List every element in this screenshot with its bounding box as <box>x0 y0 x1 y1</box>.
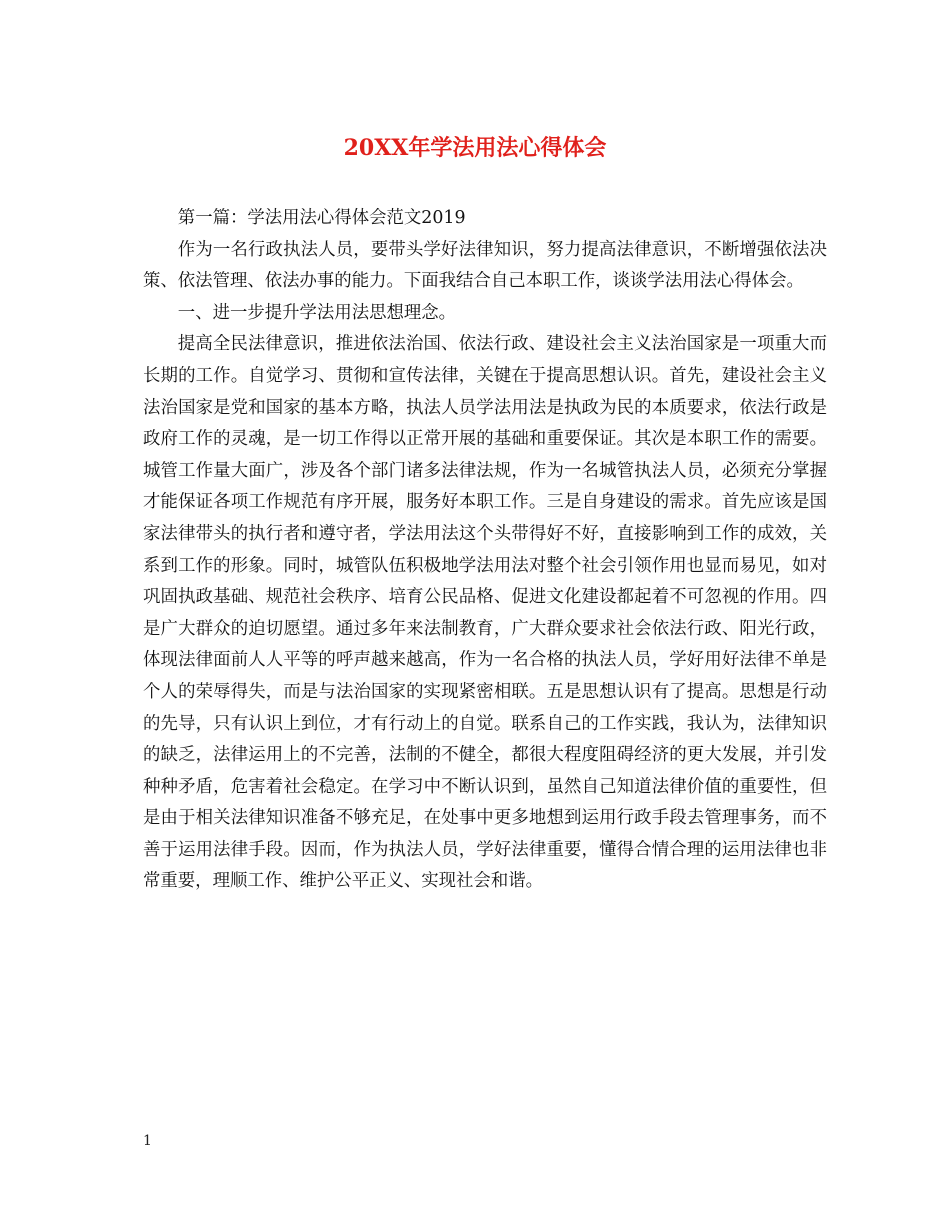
body-paragraph: 提高全民法律意识，推进依法治国、依法行政、建设社会主义法治国家是一项重大而长期的工作。自觉学习、贯彻和宣传法律，关键在于提高思想认识。首先，建设社会主义法治国家是党和国家的基本方略，执法人员学法用法是执政为民的本质要求，依法行政是政府工作的灵魂，是一切工作得以正常开展的基础和重要保证。其次是本职工作的需要。城管工作量大面广，涉及各个部门诸多法律法规，作为一名城管执法人员，必须充分掌握才能保证各项工作规范有序开展，服务好本职工作。三是自身建设的需求。首先应该是国家法律带头的执行者和遵守者，学法用法这个头带得好不好，直接影响到工作的成效，关系到工作的形象。同时，城管队伍积极地学法用法对整个社会引领作用也显而易见，如对巩固执政基础、规范社会秩序、培育公民品格、促进文化建设都起着不可忽视的作用。四是广大群众的迫切愿望。通过多年来法制教育，广大群众要求社会依法行政、阳光行政，体现法律面前人人平等的呼声越来越高，作为一名合格的执法人员，学好用好法律不单是个人的荣辱得失，而是与法治国家的实现紧密相联。五是思想认识有了提高。思想是行动的先导，只有认识上到位，才有行动上的自觉。联系自己的工作实践，我认为，法律知识的缺乏，法律运用上的不完善，法制的不健全，都很大程度阻碍经济的更大发展，并引发种种矛盾，危害着社会稳定。在学习中不断认识到，虽然自己知道法律价值的重要性，但是由于相关法律知识准备不够充足，在处事中更多地想到运用行政手段去管理事务，而不善于运用法律手段。因而，作为执法人员，学好法律重要，懂得合情合理的运用法律也非常重要，理顺工作、维护公平正义、实现社会和谐。 <box>143 334 827 892</box>
intro-paragraph: 作为一名行政执法人员，要带头学好法律知识，努力提高法律意识，不断增强依法决策、依法管理、依法办事的能力。下面我结合自己本职工作，谈谈学法用法心得体会。 <box>143 239 827 292</box>
page-number: 1 <box>143 1133 152 1149</box>
section-heading: 第一篇：学法用法心得体会范文2019 <box>177 208 466 228</box>
subsection-heading: 一、进一步提升学法用法思想理念。 <box>177 302 457 323</box>
document-title: 20XX年学法用法心得体会 <box>343 135 607 161</box>
document-body <box>143 203 827 898</box>
